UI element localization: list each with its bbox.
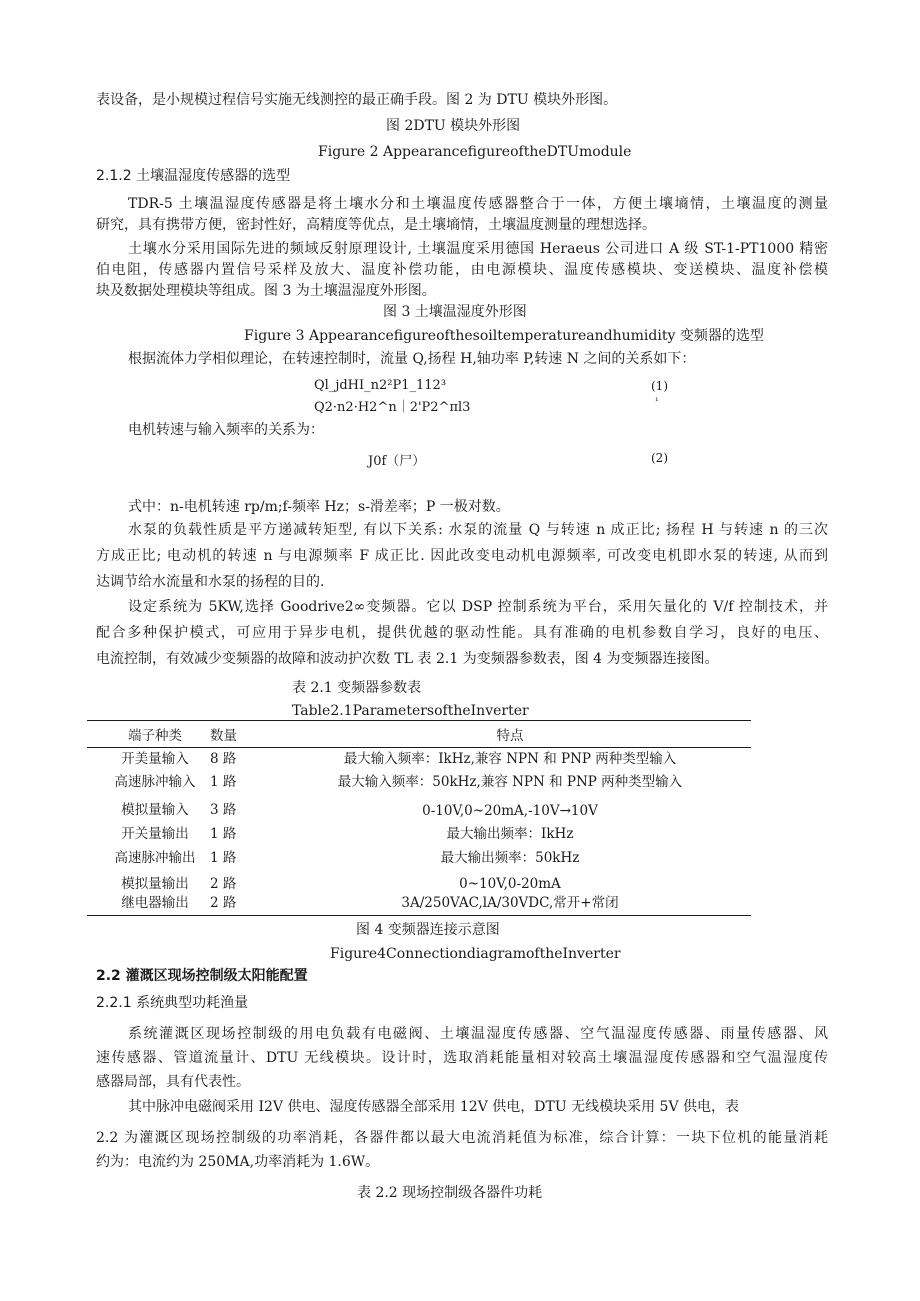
table-cell: 1 路 bbox=[210, 850, 237, 866]
paragraph-line: 表设备，是小规模过程信号实施无线测控的最正确手段。图 2 为 DTU 模块外形图。 bbox=[96, 92, 618, 108]
paragraph-line: 设定系统为 5KW,选择 Goodrive2∞变频器。它以 DSP 控制系统为平台，采用矢量化的 V/f 控制技术，并 bbox=[128, 599, 828, 615]
table-cell: 开关量输出 bbox=[121, 826, 189, 842]
figure-2-caption-cn: 图 2DTU 模块外形图 bbox=[386, 118, 521, 134]
table-cell: 1 路 bbox=[210, 826, 237, 842]
table-cell: 2 路 bbox=[210, 895, 237, 911]
section-heading-2-2-1: 2.2.1 系统典型功耗渔量 bbox=[96, 995, 249, 1011]
paragraph-line: 系统灌溉区现场控制级的用电负载有电磁阀、土壤温湿度传感器、空气温湿度传感器、雨量传感器、风 bbox=[128, 1026, 828, 1042]
paragraph-line: 感器局部，具有代表性。 bbox=[96, 1074, 250, 1090]
table-header-cell: 端子种类 bbox=[128, 728, 182, 744]
equation-1-top: Ql_jdHI_n2²P1_112³ bbox=[314, 378, 447, 393]
table-2-1-caption-en: Table2.1ParametersoftheInverter bbox=[292, 703, 529, 719]
table-cell: 模拟量输入 bbox=[121, 802, 189, 818]
paragraph-line: 约为：电流约为 250MA,功率消耗为 1.6W。 bbox=[96, 1154, 380, 1170]
section-heading-2-1-2: 2.1.2 土壤温湿度传感器的选型 bbox=[96, 168, 291, 184]
paragraph-line: TDR-5 土壤温湿度传感器是将土壤水分和土壤温度传感器整合于一体，方便土壤墒情，土壤温度的测量 bbox=[128, 196, 828, 212]
paragraph-line: 研究，具有携带方便，密封性好，高精度等优点，是土壤墒情，土壤温度测量的理想选择。 bbox=[96, 217, 656, 233]
table-cell: 最大输入频率：IkHz,兼容 NPN 和 PNP 两种类型输入 bbox=[343, 751, 677, 767]
table-cell: 高速脉冲输出 bbox=[114, 850, 196, 866]
paragraph-line: 其中脉冲电磁阀采用 I2V 供电、湿度传感器全部采用 12V 供电，DTU 无线模块采用 5V 供电，表 bbox=[128, 1099, 740, 1115]
paragraph-line: 速传感器、管道流量计、DTU 无线模块。设计时，选取消耗能量相对较高土壤温湿度传感器和空气温湿度传 bbox=[96, 1050, 828, 1066]
equation-1-mark: ¹ bbox=[655, 397, 659, 407]
equation-1-bottom: Q2·n2·H2^n｜2'P2^πl3 bbox=[314, 400, 471, 415]
paragraph-line: 电流控制，有效减少变频器的故障和波动护次数 TL 表 2.1 为变频器参数表，图 4 为变频器连接图。 bbox=[96, 651, 719, 667]
paragraph-line: 配合多种保护模式，可应用于异步电机，提供优越的驱动性能。具有准确的电机参数自学习，良好的电压、 bbox=[96, 625, 828, 641]
paragraph-line: 电机转速与输入频率的关系为： bbox=[128, 422, 324, 438]
table-cell: 最大输入频率：50kHz,兼容 NPN 和 PNP 两种类型输入 bbox=[337, 774, 683, 790]
table-cell: 3 路 bbox=[210, 802, 237, 818]
table-cell: 1 路 bbox=[210, 774, 237, 790]
paragraph-line: 伯电阻，传感器内置信号采样及放大、温度补偿功能，由电源模块、温度传感模块、变送模块、温度补偿模 bbox=[96, 262, 828, 278]
table-bottom-rule bbox=[87, 915, 751, 916]
table-cell: 0-10V,0~20mA,-10V→10V bbox=[422, 803, 598, 819]
paragraph-line: 式中：n-电机转速 rp/m;f-频率 Hz；s-滑差率；P 一极对数。 bbox=[128, 499, 510, 515]
paragraph-line: 2.2 为灌溉区现场控制级的功率消耗，各器件都以最大电流消耗值为标准，综合计算：一块下位机的能量消耗 bbox=[96, 1130, 828, 1146]
paragraph-line: 方成正比; 电动机的转速 n 与电源频率 F 成正比. 因此改变电动机电源频率, 可改变电机即水泵的转速, 从而到 bbox=[96, 548, 828, 564]
figure-2-caption-en: Figure 2 AppearancefigureoftheDTUmodule bbox=[318, 144, 632, 160]
paragraph-line: 土壤水分采用国际先进的频域反射原理设计, 土壤温度采用德国 Heraeus 公司进口 A 级 ST-1-PT1000 精密 bbox=[128, 241, 828, 257]
section-heading-2-2: 2.2 灌溉区现场控制级太阳能配置 bbox=[96, 968, 308, 984]
table-header-cell: 数量 bbox=[210, 728, 237, 744]
table-cell: 最大输出频率：50kHz bbox=[440, 850, 580, 866]
table-cell: 0~10V,0-20mA bbox=[459, 876, 561, 892]
equation-1-number: (1) bbox=[651, 379, 668, 393]
table-cell: 模拟量输出 bbox=[121, 876, 189, 892]
table-2-1-caption-cn: 表 2.1 变频器参数表 bbox=[292, 680, 422, 696]
figure-4-caption-en: Figure4ConnectiondiagramoftheInverter bbox=[330, 946, 621, 962]
table-cell: 继电器输出 bbox=[121, 895, 189, 911]
table-cell: 最大输出频率：IkHz bbox=[446, 826, 574, 842]
figure-3-caption-cn: 图 3 土壤温湿度外形图 bbox=[383, 304, 527, 320]
table-cell: 2 路 bbox=[210, 876, 237, 892]
paragraph-line: 根据流体力学相似理论，在转速控制时，流量 Q,扬程 H,轴功率 P,转速 N 之间的关系如下： bbox=[128, 351, 696, 367]
paragraph-line: 水泵的负载性质是平方递减转矩型, 有以下关系: 水泵的流量 Q 与转速 n 成正比; 扬程 H 与转速 n 的三次 bbox=[128, 522, 828, 538]
equation-2: J0f（尸） bbox=[368, 454, 426, 469]
paragraph-line: 达调节给水流量和水泵的扬程的目的. bbox=[96, 574, 325, 590]
equation-2-number: (2) bbox=[651, 451, 668, 465]
table-cell: 3A/250VAC,lA/30VDC,常开+常闭 bbox=[401, 895, 619, 911]
paragraph-line: 块及数据处理模块等组成。图 3 为土壤温湿度外形图。 bbox=[96, 283, 436, 299]
table-cell: 开美量输入 bbox=[121, 751, 189, 767]
figure-4-caption-cn: 图 4 变频器连接示意图 bbox=[356, 922, 500, 938]
table-cell: 8 路 bbox=[210, 751, 237, 767]
table-2-2-caption-cn: 表 2.2 现场控制级各器件功耗 bbox=[357, 1185, 543, 1201]
table-header-cell: 特点 bbox=[496, 728, 524, 744]
table-top-rule bbox=[87, 720, 751, 721]
table-header-rule bbox=[87, 747, 751, 748]
figure-3-caption-en: Figure 3 Appearancefigureofthesoiltemperatureandhumidity 变频器的选型 bbox=[244, 328, 764, 344]
table-cell: 高速脉冲输入 bbox=[114, 774, 196, 790]
